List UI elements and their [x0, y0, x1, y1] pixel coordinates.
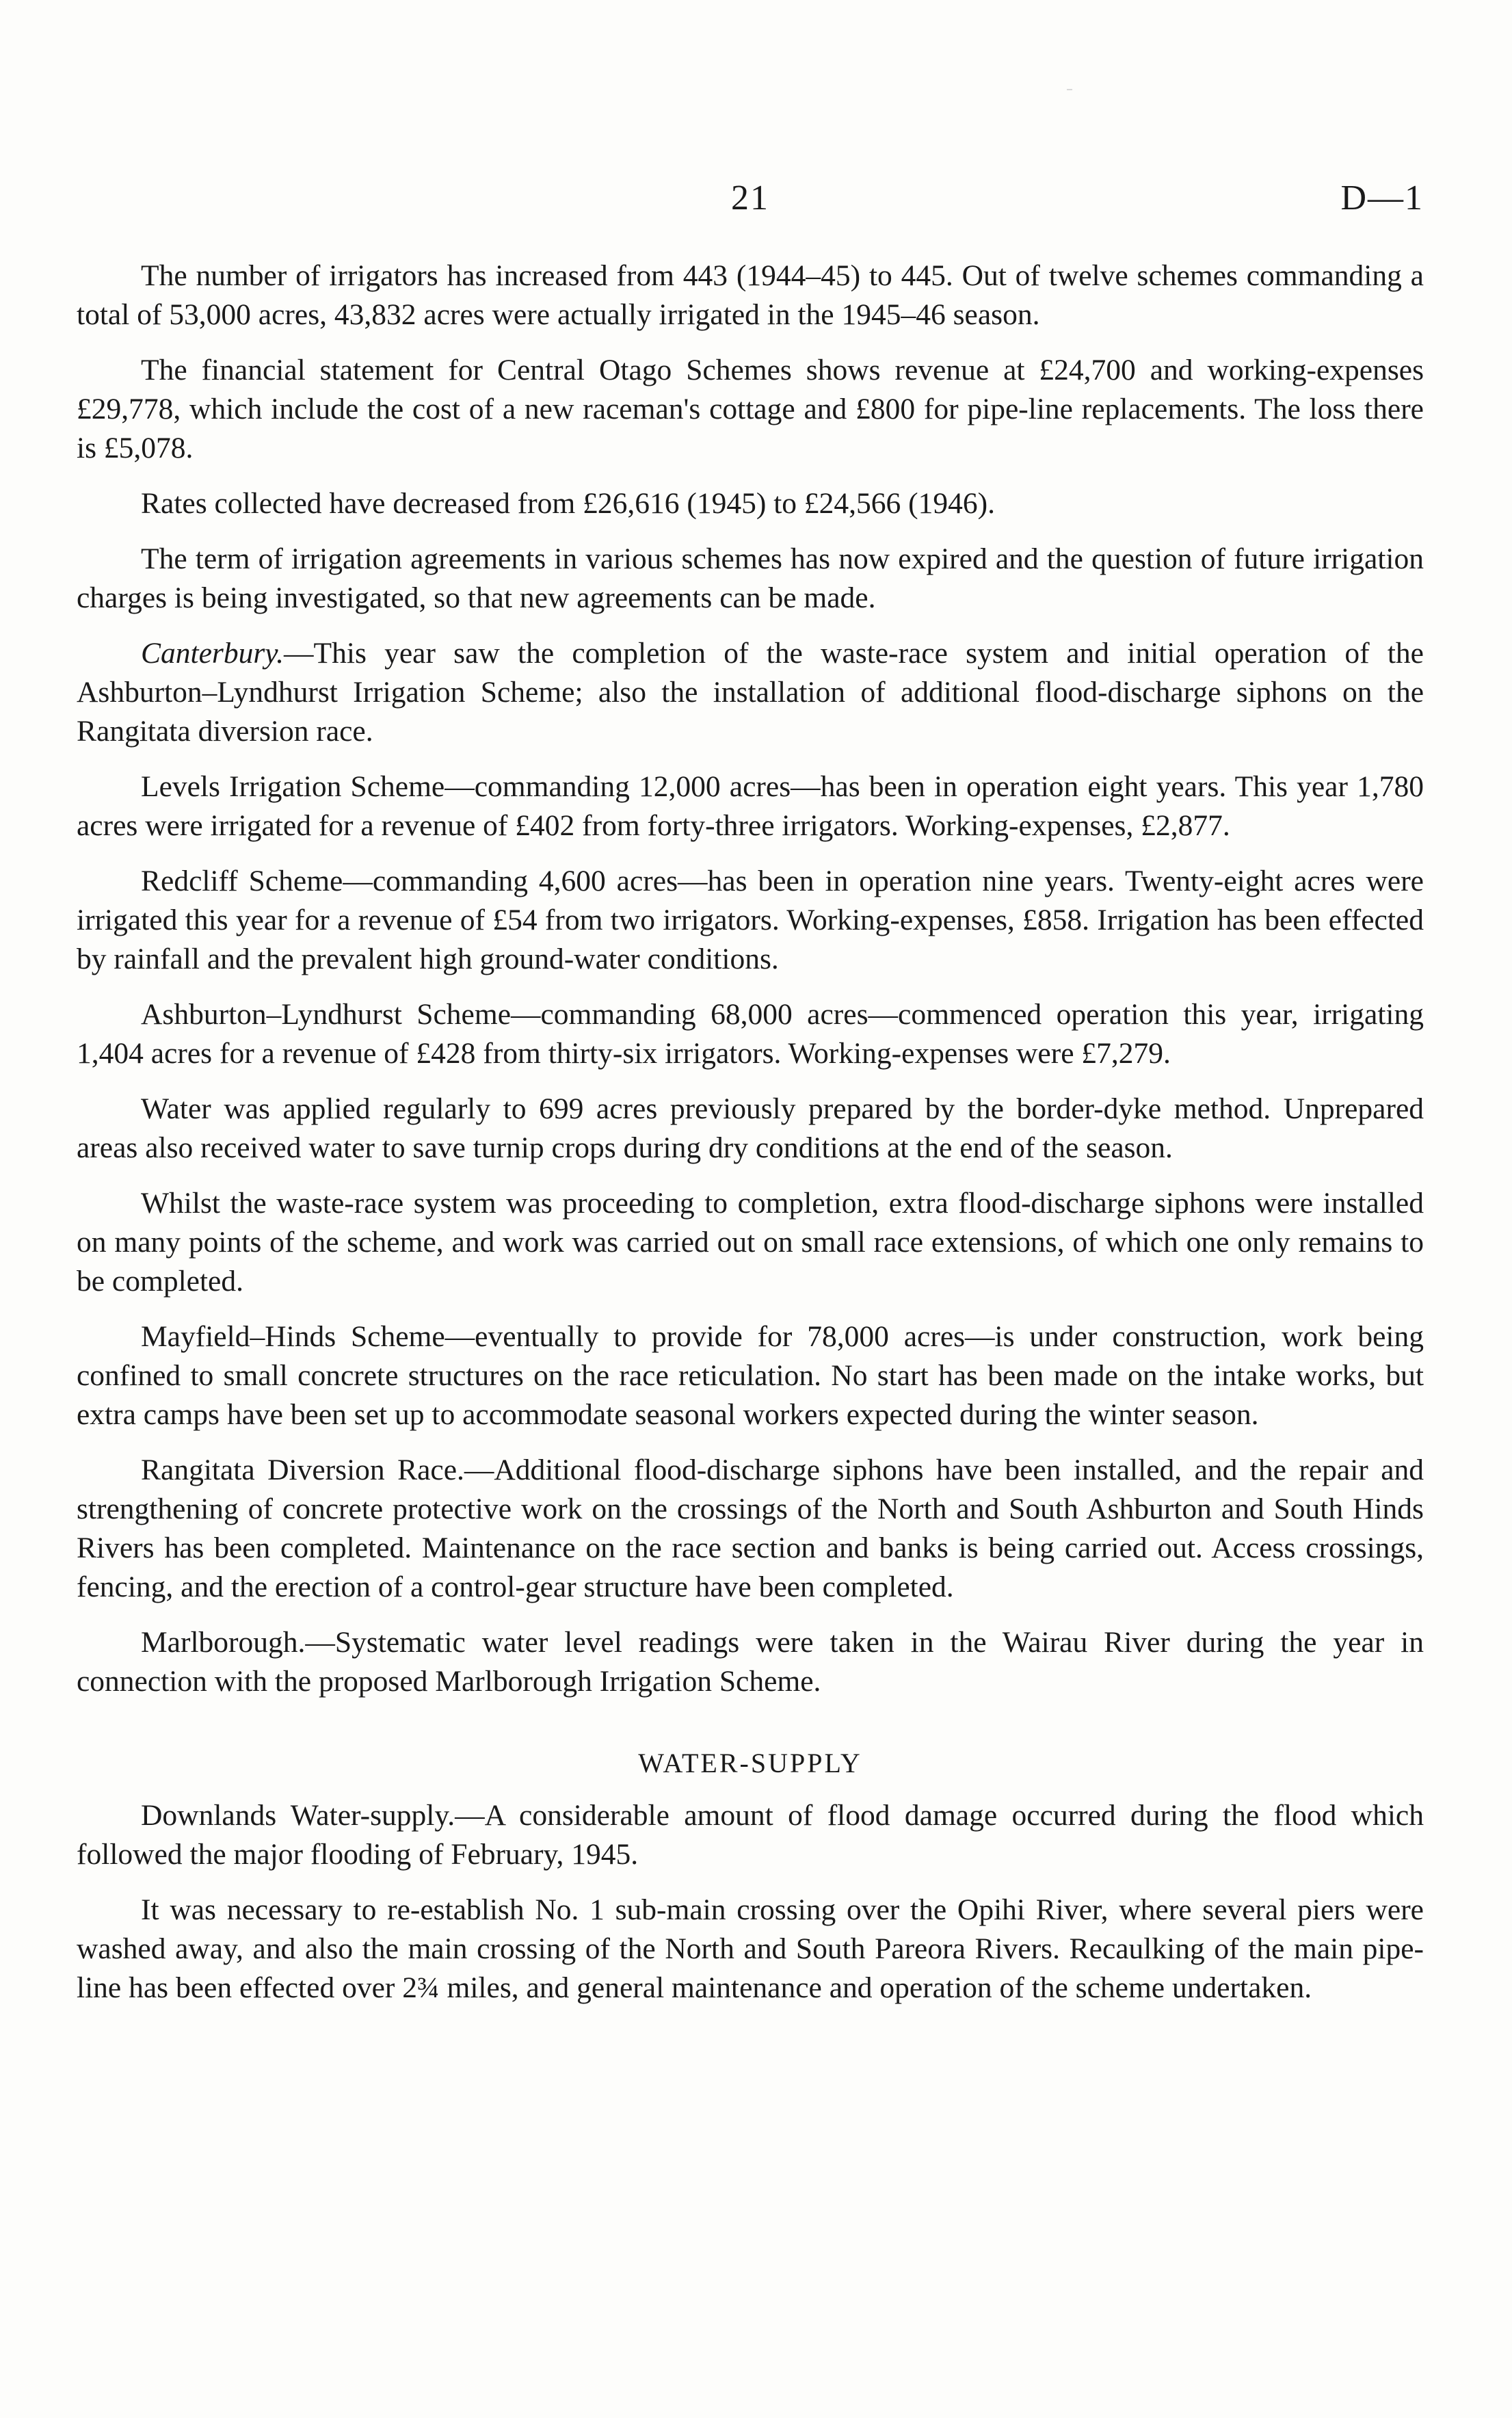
canterbury-text: —This year saw the completion of the waste-race system and initial operation of the Ashburton–Lyndhurst Irrigation Scheme; also the installation of additional flood-discharge siphons on the Rangitata diversion race.	[77, 637, 1424, 748]
paragraph-ashburton-lyndhurst: Ashburton–Lyndhurst Scheme—commanding 68,000 acres—commenced operation this year, irrigating 1,404 acres for a revenue of £428 from thirty-six irrigators. Working-expenses were £7,279.	[77, 998, 1424, 1070]
document-body	[77, 257, 1424, 2024]
document-reference: D—1	[1340, 179, 1424, 218]
paragraph-rates: Rates collected have decreased from £26,616 (1945) to £24,566 (1946).	[141, 487, 996, 520]
page-number: 21	[731, 179, 769, 218]
paragraph-waste-race: Whilst the waste-race system was proceeding to completion, extra flood-discharge siphons were installed on many points of the scheme, and work was carried out on small race extensions, of which one only remains to be completed.	[77, 1187, 1424, 1298]
section-heading-water-supply: WATER-SUPPLY	[638, 1748, 862, 1778]
paragraph-irrigators: The number of irrigators has increased from 443 (1944–45) to 445. Out of twelve schemes commanding a total of 53,000 acres, 43,832 acres were actually irrigated in the 1945–46 season.	[77, 259, 1424, 331]
page-header	[77, 178, 1424, 226]
paragraph-marlborough: Marlborough.—Systematic water level readings were taken in the Wairau River during the year in connection with the proposed Marlborough Irrigation Scheme.	[77, 1626, 1424, 1698]
paragraph-canterbury	[77, 634, 1424, 751]
pencil-mark	[1067, 89, 1072, 90]
paragraph-financial-statement: The financial statement for Central Otago Schemes shows revenue at £24,700 and working-expenses £29,778, which include the cost of a new raceman's cottage and £800 for pipe-line replacements. The loss there is £5,078.	[77, 354, 1424, 464]
paragraph-irrigation-agreements: The term of irrigation agreements in various schemes has now expired and the question of future irrigation charges is being investigated, so that new agreements can be made.	[77, 542, 1424, 614]
paragraph-levels-scheme: Levels Irrigation Scheme—commanding 12,000 acres—has been in operation eight years. This year 1,780 acres were irrigated for a revenue of £402 from forty-three irrigators. Working-expenses, £2,877.	[77, 770, 1424, 842]
paragraph-redcliff-scheme: Redcliff Scheme—commanding 4,600 acres—has been in operation nine years. Twenty-eight acres were irrigated this year for a revenue of £54 from two irrigators. Working-expenses, £858. Irrigation has been effected by rainfall and the prevalent high ground-water conditions.	[77, 865, 1424, 975]
paragraph-mayfield-hinds: Mayfield–Hinds Scheme—eventually to provide for 78,000 acres—is under construction, work being confined to small concrete structures on the race reticulation. No start has been made on the intake works, but extra camps have been set up to accommodate seasonal workers expected during the winter season.	[77, 1320, 1424, 1431]
paragraph-rangitata: Rangitata Diversion Race.—Additional flood-discharge siphons have been installed, and the repair and strengthening of concrete protective work on the crossings of the North and South Ashburton and South Hinds Rivers has been completed. Maintenance on the race section and banks is being carried out. Access crossings, fencing, and the erection of a control-gear structure have been completed.	[77, 1454, 1424, 1603]
paragraph-downlands: Downlands Water-supply.—A considerable amount of flood damage occurred during the flood which followed the major flooding of February, 1945.	[77, 1799, 1424, 1871]
canterbury-title: Canterbury.	[141, 637, 284, 670]
paragraph-opihi-river: It was necessary to re-establish No. 1 sub-main crossing over the Opihi River, where several piers were washed away, and also the main crossing of the North and South Pareora Rivers. Recaulking of the main pipe-line has been effected over 2¾ miles, and general maintenance and operation of the scheme undertaken.	[77, 1893, 1424, 2004]
paragraph-border-dyke: Water was applied regularly to 699 acres previously prepared by the border-dyke method. Unprepared areas also received water to save turnip crops during dry conditions at the end of the season.	[77, 1092, 1424, 1164]
